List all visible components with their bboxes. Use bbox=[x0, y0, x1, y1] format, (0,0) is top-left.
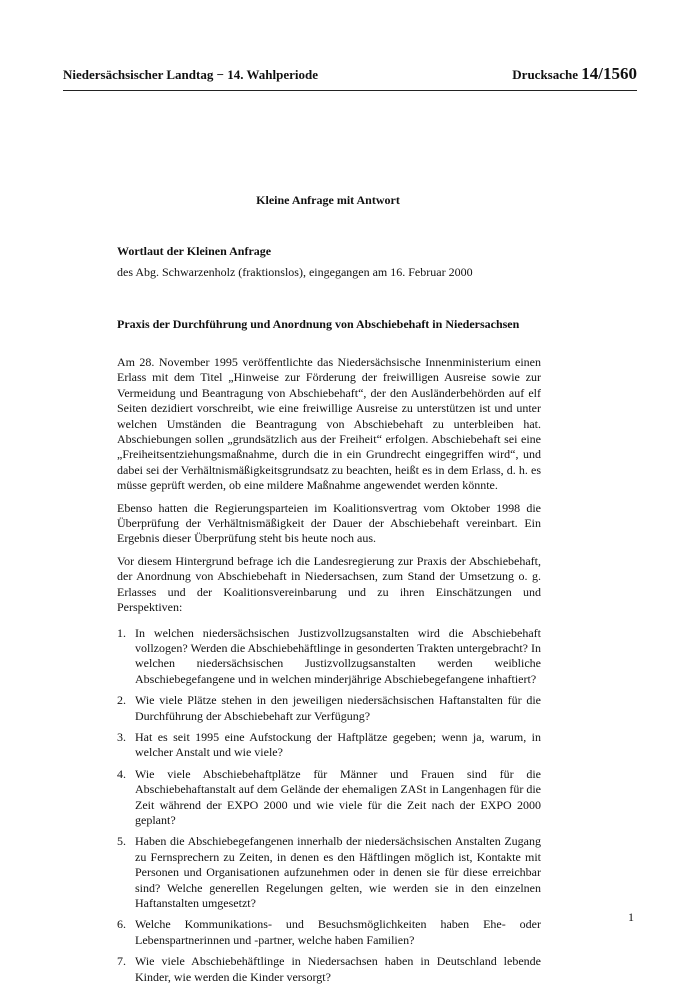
question-number: 4. bbox=[117, 766, 126, 781]
question-item bbox=[117, 834, 541, 911]
wortlaut-subtitle: des Abg. Schwarzenholz (fraktionslos), eingegangen am 16. Februar 2000 bbox=[117, 265, 473, 279]
question-item bbox=[117, 917, 541, 948]
document-label: Drucksache bbox=[512, 67, 579, 82]
question-text: Wie viele Abschiebehäftlinge in Niedersachsen haben in Deutschland lebende Kinder, wie werden die Kinder versorgt? bbox=[135, 954, 541, 984]
question-text: In welchen niedersächsischen Justizvollzugsanstalten wird die Abschiebehaft vollzogen? Werden die Abschiebehäftlinge in gesonderten Trakten untergebracht? In welchen niedersächsischen Justizvollzugsanstalten werden weibliche Abschiebegefangene und in welchen minderjährige Abschiebegefangene inhaftiert? bbox=[135, 625, 541, 686]
page-header bbox=[63, 60, 637, 91]
question-text: Wie viele Plätze stehen in den jeweiligen niedersächsischen Haftanstalten für die Durchführung der Abschiebehaft zur Verfügung? bbox=[135, 693, 541, 723]
paragraph: Ebenso hatten die Regierungsparteien im Koalitionsvertrag vom Oktober 1998 die Überprüfung der Verhältnismäßigkeit der Dauer der Abschiebehaft vereinbart. Ein Ergebnis dieser Überprüfung steht bis heute noch aus. bbox=[117, 500, 541, 546]
question-list bbox=[117, 626, 541, 986]
question-number: 7. bbox=[117, 954, 126, 969]
paragraph: Am 28. November 1995 veröffentlichte das Niedersächsische Innenministerium einen Erlass mit dem Titel „Hinweise zur Förderung der freiwilligen Ausreise sowie zur Vermeidung und Beantragung von Abschiebehaft“, der den Ausländerbehörden auf elf Seiten dezidiert vorschreibt, wie eine freiwillige Ausreise zu unterstützen ist und unter welchen Umständen die Beantragung von Abschiebehaft zu unterbleiben hat. Abschiebungen sollen „grundsätzlich aus der Freiheit“ erfolgen. Abschiebehaft sei eine „Freiheitsentziehungsmaßnahme, durch die in ein Grundrecht eingegriffen wird“, und dabei sei der Verhältnismäßigkeitsgrundsatz zu beachten, heißt es in dem Erlass, d. h. es müsse geprüft werden, ob eine mildere Maßnahme angewendet werden könnte. bbox=[117, 355, 541, 493]
question-number: 1. bbox=[117, 625, 126, 640]
paragraph: Vor diesem Hintergrund befrage ich die Landesregierung zur Praxis der Abschiebehaft, der Anordnung von Abschiebehaft in Niedersachsen, zum Stand der Umsetzung o. g. Erlasses und der Koalitionsvereinbarung und zu ihren Einschätzungen und Perspektiven: bbox=[117, 553, 541, 615]
question-number: 2. bbox=[117, 693, 126, 708]
question-number: 6. bbox=[117, 917, 126, 932]
inquiry-body bbox=[117, 355, 541, 991]
header-parliament: Niedersächsischer Landtag − 14. Wahlperiode bbox=[63, 67, 319, 82]
question-text: Wie viele Abschiebehaftplätze für Männer und Frauen sind für die Abschiebehaftanstalt auf dem Gelände der ehemaligen ZASt in Langenhagen für die Zeit während der EXPO 2000 und wie viele für die Zeit nach der EXPO 2000 geplant? bbox=[135, 766, 541, 827]
question-number: 5. bbox=[117, 834, 126, 849]
question-item bbox=[117, 730, 541, 761]
wortlaut-heading: Wortlaut der Kleinen Anfrage bbox=[117, 244, 272, 258]
page-number: 1 bbox=[628, 910, 634, 924]
question-text: Haben die Abschiebegefangenen innerhalb der niedersächsischen Anstalten Zugang zu Fernsprechern zu Zeiten, in denen es den Häftlingen möglich ist, Kontakte mit Personen und Organisationen aufzunehmen oder in denen sie für diese erreichbar sind? Welche generellen Regelungen gelten, wie werden sie in den einzelnen Haftanstalten umgesetzt? bbox=[135, 834, 541, 910]
question-number: 3. bbox=[117, 729, 126, 744]
document-title: Kleine Anfrage mit Antwort bbox=[256, 193, 400, 207]
question-item bbox=[117, 626, 541, 688]
question-text: Welche Kommunikations- und Besuchsmöglichkeiten haben Ehe- oder Lebenspartnerinnen und -partner, welche haben Familien? bbox=[135, 917, 541, 947]
question-item bbox=[117, 767, 541, 829]
header-document-number bbox=[512, 64, 637, 84]
question-text: Hat es seit 1995 eine Aufstockung der Haftplätze gegeben; wenn ja, warum, in welcher Anstalt und wie viele? bbox=[135, 729, 541, 760]
question-item bbox=[117, 693, 541, 724]
document-number: 14/1560 bbox=[581, 64, 637, 83]
inquiry-topic: Praxis der Durchführung und Anordnung von Abschiebehaft in Niedersachsen bbox=[117, 317, 520, 331]
question-item bbox=[117, 954, 541, 985]
